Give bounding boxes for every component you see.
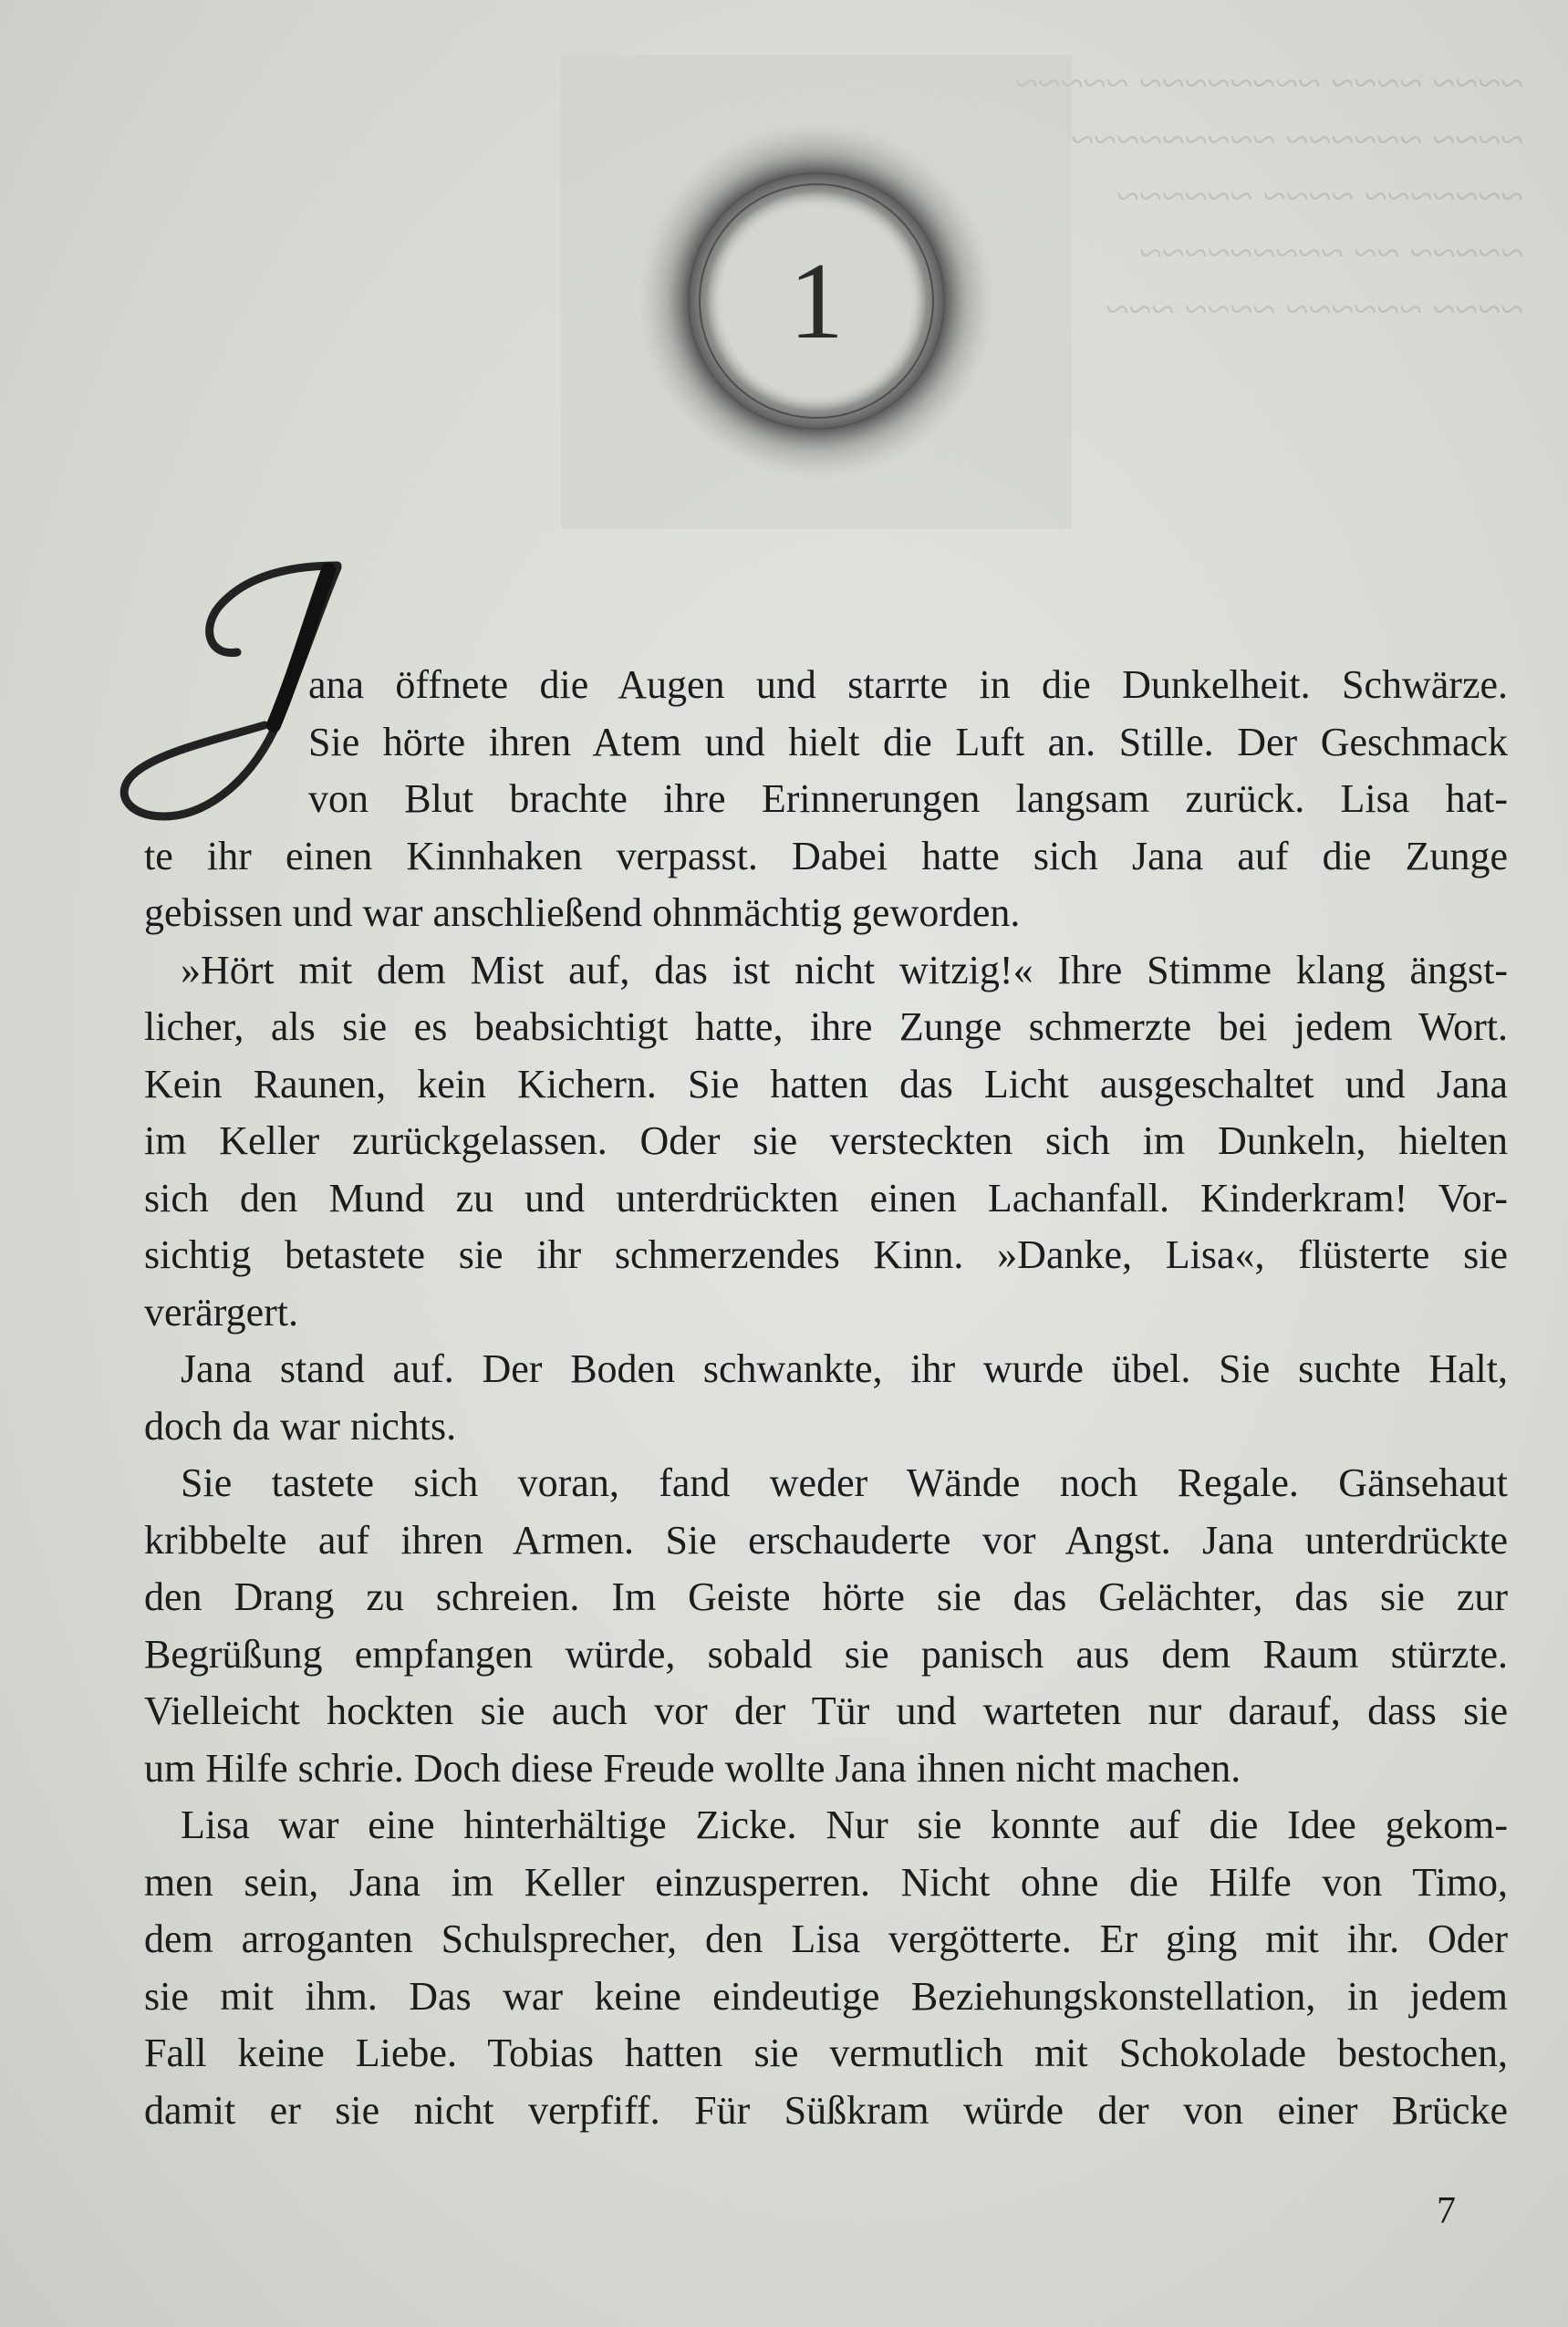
text-line: ana öffnete die Augen und starrte in die Dunkelheit. Schwärze. xyxy=(308,662,1508,707)
text-line: sichtig betastete sie ihr schmerzendes Kinn. »Danke, Lisa«, flüsterte sie xyxy=(144,1232,1508,1277)
text-line: men sein, Jana im Keller einzusperren. Nicht ohne die Hilfe von Timo, xyxy=(144,1859,1508,1905)
text-line: Sie hörte ihren Atem und hielt die Luft an. Stille. Der Geschmack xyxy=(308,719,1508,764)
text-line: Sie tastete sich voran, fand weder Wände noch Regale. Gänsehaut xyxy=(181,1460,1508,1505)
text-line: Jana stand auf. Der Boden schwankte, ihr wurde übel. Sie suchte Halt, xyxy=(181,1346,1508,1391)
text-line: licher, als sie es beabsichtigt hatte, ihre Zunge schmerzte bei jedem Wort. xyxy=(144,1004,1508,1049)
text-line: Fall keine Liebe. Tobias hatten sie vermutlich mit Schokolade bestochen, xyxy=(144,2031,1508,2075)
text-line: Lisa war eine hinterhältige Zicke. Nur sie konnte auf die Idee gekom- xyxy=(181,1802,1508,1847)
text-line: Vielleicht hockten sie auch vor der Tür und warteten nur darauf, dass sie xyxy=(144,1688,1508,1733)
text-line: »Hört mit dem Mist auf, das ist nicht witzig!« Ihre Stimme klang ängst- xyxy=(181,947,1508,992)
text-line: im Keller zurückgelassen. Oder sie versteckten sich im Dunkeln, hielten xyxy=(144,1118,1508,1163)
text-line: sie mit ihm. Das war keine eindeutige Beziehungskonstellation, in jedem xyxy=(144,1973,1508,2019)
paragraph-4 xyxy=(144,1455,1508,1797)
text-line: den Drang zu schreien. Im Geiste hörte sie das Gelächter, das sie zur xyxy=(144,1574,1508,1619)
text-line: Begrüßung empfangen würde, sobald sie panisch aus dem Raum stürzte. xyxy=(144,1631,1508,1677)
paragraph-5 xyxy=(144,1797,1508,2139)
text-line: gebissen und war anschließend ohnmächtig geworden. xyxy=(144,890,1021,935)
text-line: Kein Raunen, kein Kichern. Sie hatten das Licht ausgeschaltet und Jana xyxy=(144,1061,1508,1106)
text-line: dem arroganten Schulsprecher, den Lisa vergötterte. Er ging mit ihr. Oder xyxy=(144,1917,1508,1961)
page-number: 7 xyxy=(1437,2190,1456,2232)
chapter-number: 1 xyxy=(789,240,844,361)
body-text xyxy=(144,657,1508,2139)
text-line: damit er sie nicht verpfiff. Für Süßkram würde der von einer Brücke xyxy=(144,2087,1508,2133)
text-line: von Blut brachte ihre Erinnerungen langsam zurück. Lisa hat- xyxy=(308,776,1508,821)
text-line: te ihr einen Kinnhaken verpasst. Dabei hatte sich Jana auf die Zunge xyxy=(144,833,1508,878)
chapter-ornament xyxy=(561,55,1072,529)
text-line: um Hilfe schrie. Doch diese Freude wollte Jana ihnen nicht machen. xyxy=(144,1745,1241,1791)
paragraph-2 xyxy=(144,942,1508,1342)
text-line: sich den Mund zu und unterdrückten einen Lachanfall. Kinderkram! Vor- xyxy=(144,1175,1508,1221)
text-line: doch da war nichts. xyxy=(144,1403,457,1449)
text-line: kribbelte auf ihren Armen. Sie erschauderte vor Angst. Jana unterdrückte xyxy=(144,1517,1508,1563)
bleed-through-text: ~~~~ ~~~~ ~~~~~~~~ ~~~~~ ~~~~ ~~~~~~ ~~~~~~~~~ ~~~~~~~ ~~~~ ~~~~~~ ~~~~~ ~~ ~~~~~~~~~ ~~~~ ~~~~~~ ~~~~ ~~~ xyxy=(1014,59,1523,332)
text-line: verärgert. xyxy=(144,1289,298,1335)
paragraph-1 xyxy=(144,657,1508,942)
paragraph-3 xyxy=(144,1341,1508,1455)
